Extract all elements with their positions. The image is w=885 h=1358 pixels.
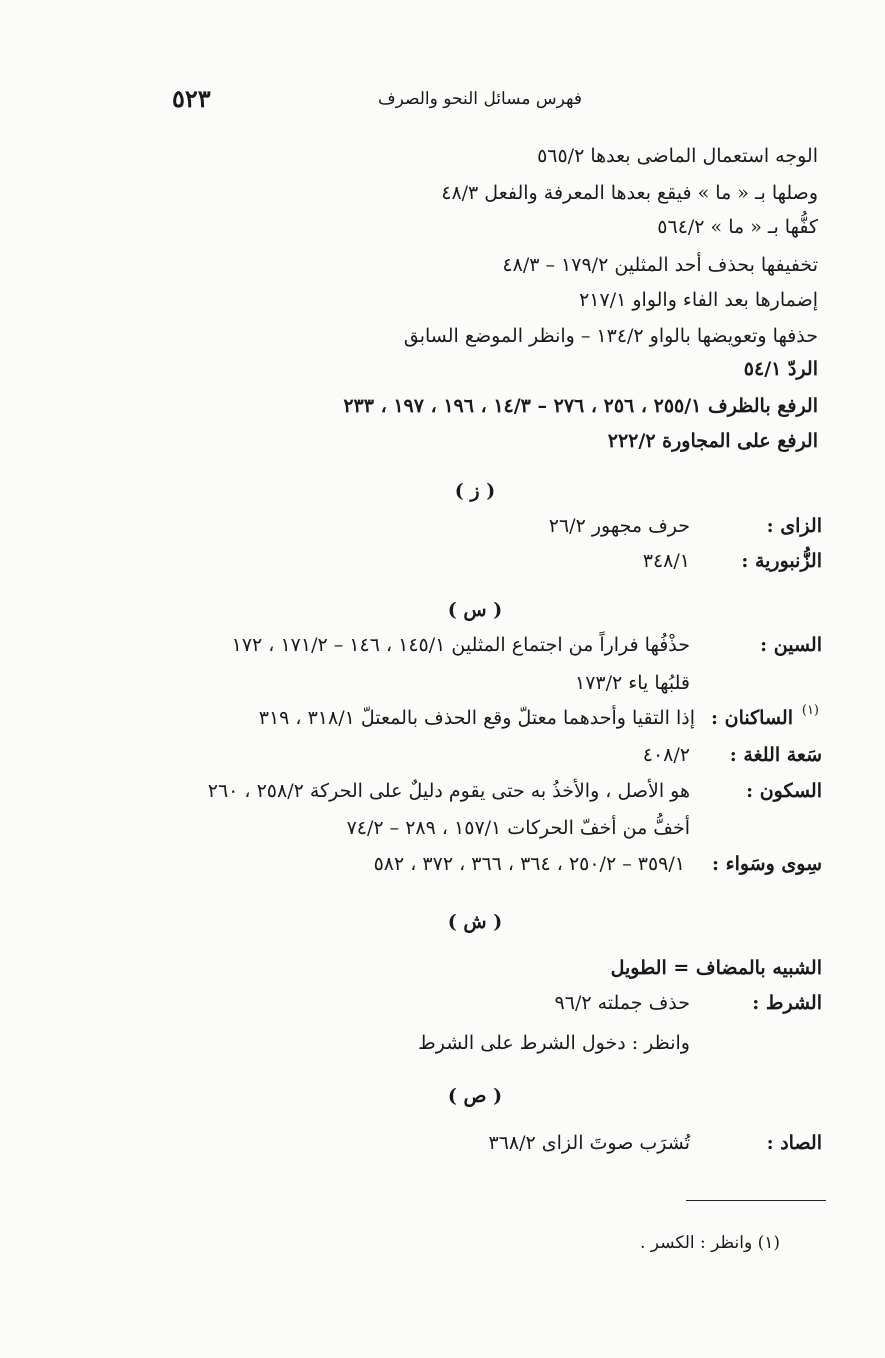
entry-definition: حذْفُها فراراً من اجتماع المثلين ١٤٥/١ ، ١٤٦ – ١٧١/٢ ، ١٧٢: [231, 634, 690, 656]
index-line: الوجه استعمال الماضى بعدها ٥٦٥/٢: [537, 145, 818, 167]
index-entry-heading: الرفع بالظرف ٢٥٥/١ ، ٢٥٦ ، ٢٧٦ – ١٤/٣ ، ١٩٦ ، ١٩٧ ، ٢٣٣: [343, 395, 818, 417]
index-line: حذفها وتعويضها بالواو ١٣٤/٢ – وانظر الموضع السابق: [403, 325, 818, 347]
entry-term: الصاد :: [766, 1132, 822, 1154]
entry-definition: ٣٥٩/١ – ٢٥٠/٢ ، ٣٦٤ ، ٣٦٦ ، ٣٧٢ ، ٥٨٢: [373, 853, 685, 875]
entry-definition: هو الأصل ، والأخذُ به حتى يقوم دليلٌ على الحركة ٢٥٨/٢ ، ٢٦٠: [207, 780, 690, 802]
entry-term: الشرط :: [752, 992, 822, 1014]
footnote-marker: (١): [801, 703, 819, 718]
entry-term: السكون :: [746, 780, 822, 802]
entry-term: السين :: [760, 634, 822, 656]
page-number: ٥٢٣: [172, 84, 211, 113]
index-entry-heading: الرفع على المجاورة ٢٢٢/٢: [607, 430, 818, 452]
entry-term: الشبيه بالمضاف = الطويل: [610, 957, 822, 979]
index-line: كفُّها بـ « ما » ٥٦٤/٢: [657, 216, 818, 238]
running-header-title: فهرس مسائل النحو والصرف: [377, 89, 582, 109]
index-line: تخفيفها بحذف أحد المثلين ١٧٩/٢ – ٤٨/٣: [502, 254, 818, 276]
footnote-separator: [686, 1200, 826, 1201]
entry-definition: ٣٤٨/١: [642, 550, 690, 572]
index-entry-heading: الردّ ٥٤/١: [743, 358, 818, 380]
index-line: إضمارها بعد الفاء والواو ٢١٧/١: [579, 289, 818, 311]
footnote: (١) وانظر : الكسر .: [640, 1233, 780, 1253]
entry-definition: حرف مجهور ٢٦/٢: [548, 515, 690, 537]
entry-definition: قلبُها ياء ١٧٣/٢: [575, 672, 690, 694]
section-letter-heading: ( ص ): [447, 1085, 503, 1107]
section-letter-heading: ( ش ): [447, 911, 503, 933]
section-letter-heading: ( س ): [447, 599, 503, 621]
entry-definition: تُشرَب صوتَ الزاى ٣٦٨/٢: [488, 1132, 690, 1154]
index-line: وصلها بـ « ما » فيقع بعدها المعرفة والفعل ٤٨/٣: [441, 182, 818, 204]
entry-definition: وانظر : دخول الشرط على الشرط: [418, 1032, 690, 1054]
entry-definition: أخفُّ من أخفّ الحركات ١٥٧/١ ، ٢٨٩ – ٧٤/٢: [346, 817, 690, 839]
section-letter-heading: ( ز ): [454, 480, 496, 502]
entry-definition: ٤٠٨/٢: [642, 744, 690, 766]
entry-term: الساكنان :: [711, 707, 793, 729]
entry-term: الزُّنبورية :: [741, 550, 822, 572]
entry-term: سَعة اللغة :: [729, 744, 822, 766]
entry-definition: حذف جملته ٩٦/٢: [554, 992, 690, 1014]
entry-definition: إذا التقيا وأحدهما معتلّ وقع الحذف بالمعتلّ ٣١٨/١ ، ٣١٩: [258, 707, 695, 729]
entry-term: سِوى وسَواء :: [712, 853, 822, 875]
entry-term: الزاى :: [766, 515, 822, 537]
